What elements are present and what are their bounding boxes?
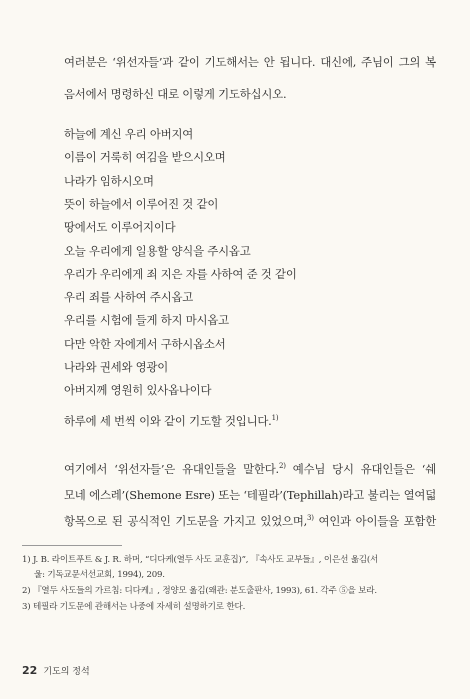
para2-line-1b: 예수님 당시 유대인들은 ‘쉐 xyxy=(285,462,436,476)
intro-line-2: 음서에서 명령하신 대로 이렇게 기도하십시오. xyxy=(64,87,287,101)
prayer-line: 다만 악한 자에게서 구하시옵소서 xyxy=(64,336,226,351)
para2-line-3 xyxy=(64,513,436,529)
book-title: 기도의 정석 xyxy=(43,667,90,677)
prayer-line: 우리 죄를 사하여 주시옵고 xyxy=(64,290,194,305)
prayer-line: 아버지께 영원히 있사옵나이다 xyxy=(64,383,212,398)
prayer-line: 우리를 시험에 들게 하지 마시옵고 xyxy=(64,313,229,328)
page-number: 22 xyxy=(22,664,38,677)
footnote-1-line-2: 울: 기독교문서선교회, 1994), 209. xyxy=(34,570,165,580)
footnote-ref-1[interactable]: 1) xyxy=(271,414,279,422)
footnote-1-line-1: 1) J. B. 라이트푸트 & J. R. 하머, “디다케(열두 사도 교훈집)”, 『속사도 교부들』, 이은선 옮김(서 xyxy=(22,555,379,565)
para2-line-3a: 항목으로 된 공식적인 기도문을 가지고 있었으며, xyxy=(64,514,308,528)
three-times-text: 하루에 세 번씩 이와 같이 기도할 것입니다. xyxy=(64,414,272,428)
footnote-2: 2) 『열두 사도들의 가르침: 디다케』, 정양모 옮김(왜관: 분도출판사, 1993), 61. 각주 ⑤을 보라. xyxy=(22,586,377,596)
prayer-line: 우리가 우리에게 죄 지은 자를 사하여 준 것 같이 xyxy=(64,266,297,281)
prayer-line: 오늘 우리에게 일용할 양식을 주시옵고 xyxy=(64,243,251,258)
para2-line-1a: 여기에서 ‘위선자들’은 유대인들을 말한다. xyxy=(64,462,279,476)
prayer-line: 나라와 권세와 영광이 xyxy=(64,360,169,374)
footnote-ref-3[interactable]: 3) xyxy=(307,514,314,522)
footnote-divider xyxy=(22,545,122,546)
prayer-line: 땅에서도 이루어지이다 xyxy=(64,220,176,235)
prayer-line: 하늘에 계신 우리 아버지여 xyxy=(64,127,194,141)
para2-line-2: 모네 에스레’(Shemone Esre) 또는 ‘테필라’(Tephillah)라고 불리는 열여덟 xyxy=(64,488,436,502)
footnote-3: 3) 테필라 기도문에 관해서는 나중에 자세히 설명하기로 한다. xyxy=(22,602,246,612)
page-footer xyxy=(22,664,90,677)
para2-line-3b: 여인과 아이들을 포함한 xyxy=(313,514,437,528)
footnote-ref-2[interactable]: 2) xyxy=(278,462,286,470)
para2-line-1 xyxy=(64,461,436,477)
prayer-line: 이름이 거룩히 여김을 받으시오며 xyxy=(64,150,226,165)
prayer-line: 나라가 임하시오며 xyxy=(64,173,154,188)
prayer-line: 뜻이 하늘에서 이루어진 것 같이 xyxy=(64,196,219,211)
intro-line-1: 여러분은 ‘위선자들’과 같이 기도해서는 안 됩니다. 대신에, 주님이 그의 복 xyxy=(64,55,436,69)
